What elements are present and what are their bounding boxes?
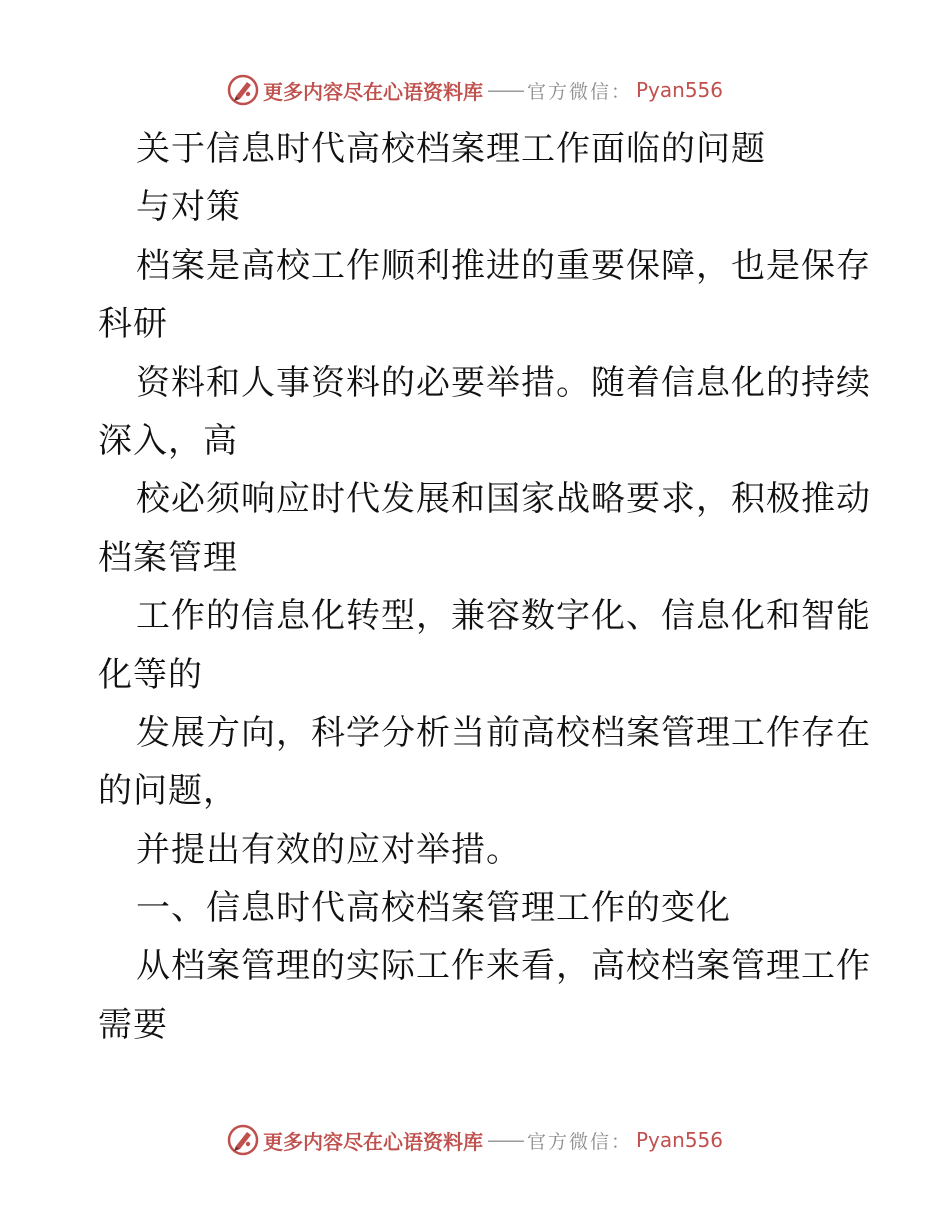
text-line: 需要 [98, 1004, 168, 1045]
text-line: 资料和人事资料的必要举措。随着信息化的持续 [136, 362, 871, 403]
brand-logo-icon [227, 1124, 259, 1156]
text-line: 深入，高 [98, 420, 238, 461]
header-wechat-label: 官方微信： [526, 80, 632, 103]
brand-logo-icon [227, 74, 259, 106]
header-banner [0, 70, 950, 110]
text-line: 校必须响应时代发展和国家战略要求，积极推动 [136, 479, 871, 520]
text-line: 科研 [98, 304, 168, 345]
text-line: 发展方向，科学分析当前高校档案管理工作存在 [136, 712, 871, 753]
footer-wechat-label: 官方微信： [526, 1130, 632, 1153]
footer-brand-text: 更多内容尽在心语资料库 [262, 1129, 483, 1154]
footer-banner [0, 1120, 950, 1160]
text-line: 档案管理 [98, 537, 238, 578]
text-line: 的问题， [98, 771, 238, 812]
footer-wechat-id: Pyan556 [636, 1128, 724, 1152]
text-line: 工作的信息化转型，兼容数字化、信息化和智能 [136, 596, 871, 637]
header-brand-text: 更多内容尽在心语资料库 [262, 79, 483, 104]
header-wechat-id: Pyan556 [636, 78, 724, 102]
text-line: 从档案管理的实际工作来看，高校档案管理工作 [136, 946, 871, 987]
document-body [98, 120, 871, 1054]
text-line: 档案是高校工作顺利推进的重要保障，也是保存 [136, 245, 871, 286]
text-line: 化等的 [98, 654, 203, 695]
text-line: 并提出有效的应对举措。 [136, 829, 521, 870]
section-heading: 一、信息时代高校档案管理工作的变化 [136, 888, 731, 929]
title-line-1: 关于信息时代高校档案理工作面临的问题 [136, 129, 766, 169]
footer-dash: —— [486, 1128, 523, 1152]
header-dash: —— [486, 78, 523, 102]
title-line-2: 与对策 [136, 187, 241, 228]
